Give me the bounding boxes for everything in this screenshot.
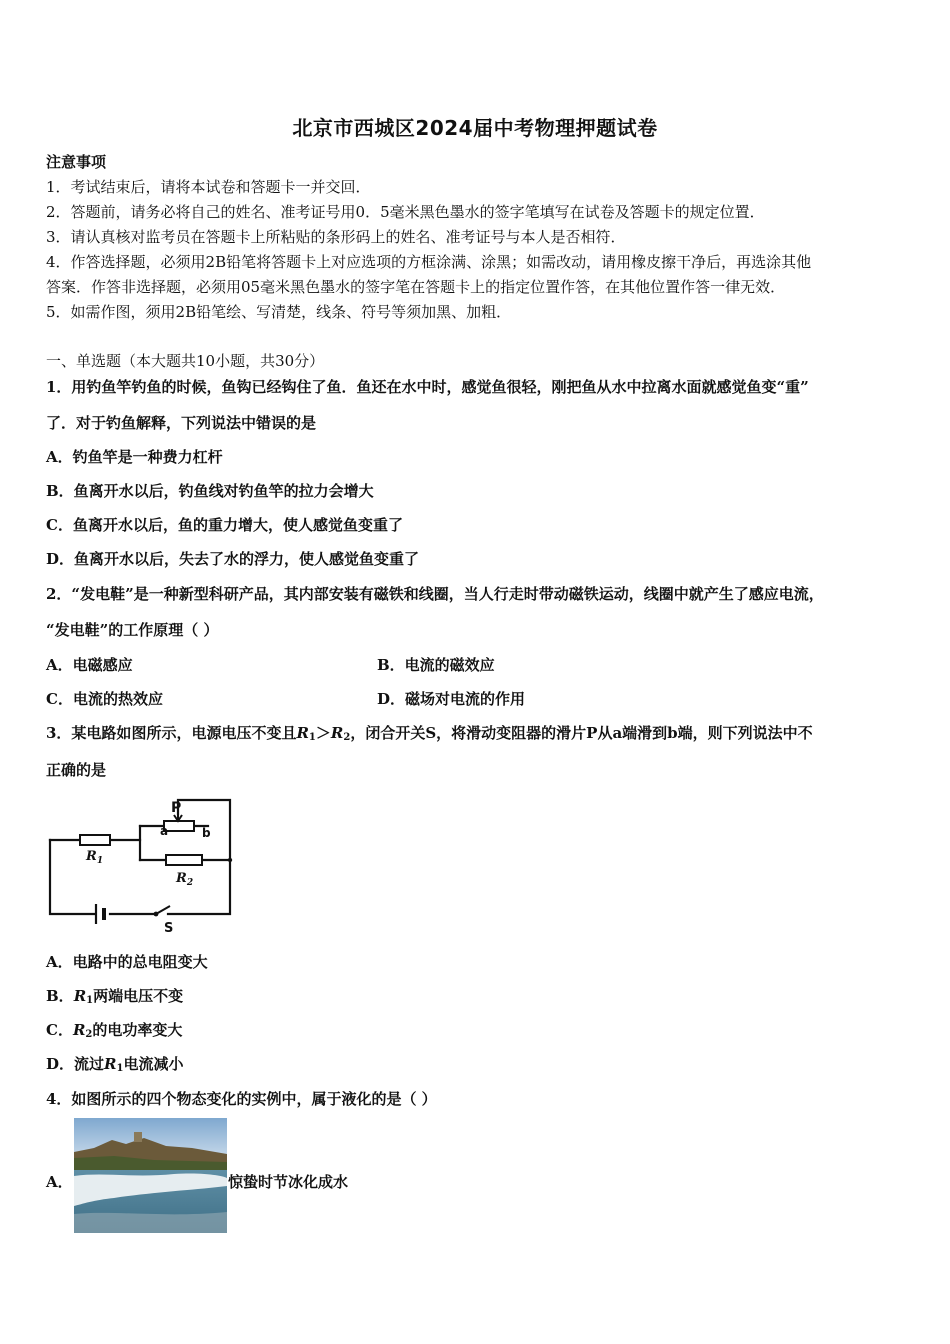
q1-stem-line1: 1．用钓鱼竿钓鱼的时候，鱼钩已经钩住了鱼．鱼还在水中时，感觉鱼很轻，刚把鱼从水中拉离水面就感觉鱼变“重” <box>46 378 809 396</box>
q2-stem-line2: “发电鞋”的工作原理（ ） <box>46 621 219 639</box>
q3-option-b <box>46 986 183 1011</box>
q3-stem-line2: 正确的是 <box>46 761 107 779</box>
resistor-r1 <box>80 835 110 845</box>
q1-option-b: B．鱼离开水以后，钓鱼线对钓鱼竿的拉力会增大 <box>46 482 374 500</box>
resistor-rheostat <box>164 821 194 831</box>
junction-dot <box>228 858 232 862</box>
circuit-diagram <box>44 790 240 934</box>
gt-symbol: ＞ <box>315 724 331 742</box>
r1-symbol: R <box>104 1055 117 1073</box>
photo-drawing <box>74 1118 227 1233</box>
r1-symbol: R <box>73 987 87 1005</box>
r2-symbol: R <box>330 724 344 742</box>
q3-option-a: A．电路中的总电阻变大 <box>46 953 208 971</box>
q3-option-c <box>46 1020 182 1045</box>
q1-option-d: D．鱼离开水以后，失去了水的浮力，使人感觉鱼变重了 <box>46 550 420 568</box>
r2-subscript: 2 <box>85 1029 93 1040</box>
notice-item-1: 1．考试结束后，请将本试卷和答题卡一并交回． <box>46 178 371 196</box>
label-r1: $R_1$ <box>86 849 104 866</box>
q1-stem-line2: 了．对于钓鱼解释，下列说法中错误的是 <box>46 414 317 432</box>
r1-subscript: 1 <box>308 732 316 743</box>
switch-lever <box>156 906 170 914</box>
resistor-r2 <box>166 855 202 865</box>
q2-option-b: B．电流的磁效应 <box>377 656 495 674</box>
q2-option-d: D．磁场对电流的作用 <box>377 690 526 708</box>
notice-heading: 注意事项 <box>46 153 107 171</box>
q3-option-d <box>46 1054 183 1079</box>
pagoda <box>134 1132 142 1142</box>
label-s: S <box>164 921 174 934</box>
label-r2: $R_2$ <box>176 871 194 888</box>
notice-item-5: 5．如需作图，须用2B铅笔绘、写清楚，线条、符号等须加黑、加粗． <box>46 303 512 321</box>
q2-option-c: C．电流的热效应 <box>46 690 163 708</box>
thawing-lake-photo <box>74 1118 227 1233</box>
q3-stem-line1 <box>46 723 813 748</box>
r1-symbol: R <box>296 724 309 742</box>
q3-option-d-label: D．流过 <box>46 1055 105 1073</box>
label-b: b <box>202 826 211 840</box>
r2-subscript: 2 <box>343 732 351 743</box>
q4-stem: 4．如图所示的四个物态变化的实例中，属于液化的是（ ） <box>46 1090 437 1108</box>
q3-stem-part2: ，闭合开关S，将滑动变阻器的滑片P从a端滑到b端，则下列说法中不 <box>350 724 813 742</box>
q3-option-c-text: 的电功率变大 <box>92 1021 183 1039</box>
notice-item-4: 4．作答选择题，必须用2B铅笔将答题卡上对应选项的方框涂满、涂黑；如需改动，请用橡皮擦干净后，再选涂其他 <box>46 253 812 271</box>
wire-switch-right <box>168 860 230 914</box>
page-title: 北京市西城区2024届中考物理押题试卷 <box>292 116 658 140</box>
q3-option-b-text: 两端电压不变 <box>93 987 184 1005</box>
notice-item-3: 3．请认真核对监考员在答题卡上所粘贴的条形码上的姓名、准考证号与本人是否相符． <box>46 228 626 246</box>
q1-option-a: A．钓鱼竿是一种费力杠杆 <box>46 448 223 466</box>
notice-item-4-cont: 答案．作答非选择题，必须用05毫米黑色墨水的签字笔在答题卡上的指定位置作答，在其他位置作答一律无效． <box>46 278 786 296</box>
section-heading: 一、单选题（本大题共10小题，共30分） <box>46 352 325 370</box>
q1-option-c: C．鱼离开水以后，鱼的重力增大，使人感觉鱼变重了 <box>46 516 403 534</box>
q3-stem-part1: 3．某电路如图所示，电源电压不变且 <box>46 724 297 742</box>
r1-subscript: 1 <box>116 1063 124 1074</box>
notice-item-2: 2．答题前，请务必将自己的姓名、准考证号用0．5毫米黑色墨水的签字笔填写在试卷及答题卡的规定位置． <box>46 203 765 221</box>
label-p: P <box>171 800 182 816</box>
q3-option-d-text: 电流减小 <box>123 1055 184 1073</box>
q4-option-a-text: 惊蛰时节冰化成水 <box>228 1173 349 1191</box>
q3-option-b-label: B． <box>46 987 74 1005</box>
q3-option-c-label: C． <box>46 1021 73 1039</box>
shore-ice <box>74 1212 227 1233</box>
label-a: a <box>160 824 169 838</box>
r2-symbol: R <box>72 1021 86 1039</box>
q4-option-a-label: A． <box>46 1173 73 1191</box>
q2-stem-line1: 2．“发电鞋”是一种新型科研产品，其内部安装有磁铁和线圈，当人行走时带动磁铁运动，线圈中就产生了感应电流， <box>46 585 824 603</box>
r1-subscript: 1 <box>86 995 94 1006</box>
q2-option-a: A．电磁感应 <box>46 656 133 674</box>
